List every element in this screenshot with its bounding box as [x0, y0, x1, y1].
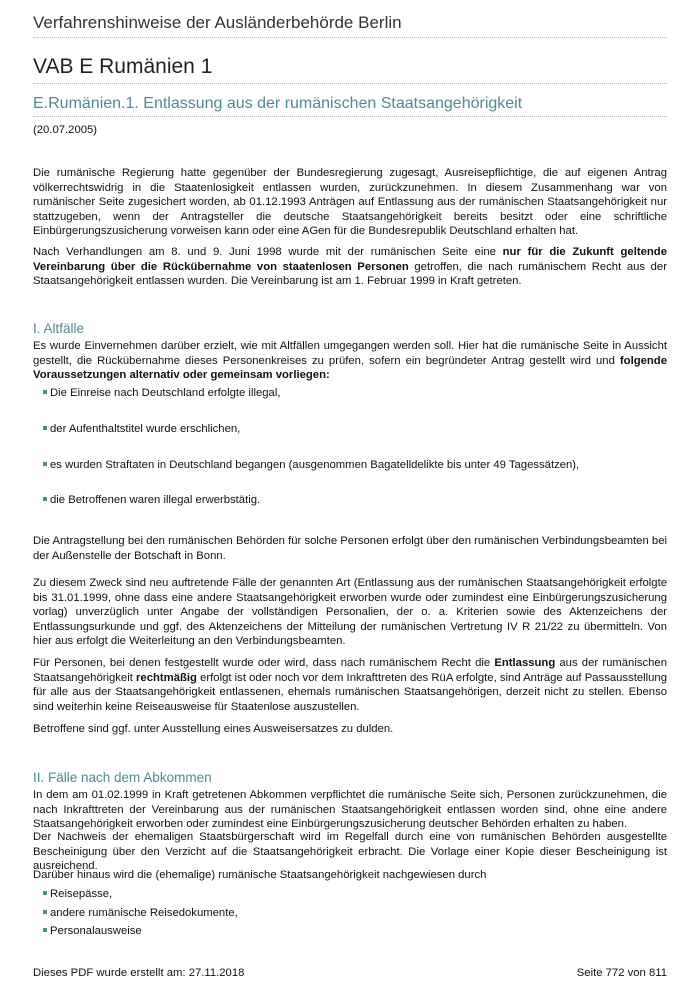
bullet-square-icon: [43, 390, 47, 394]
abkommen-paragraph-3: Darüber hinaus wird die (ehemalige) rumänische Staatsangehörigkeit nachgewiesen durch: [33, 869, 487, 881]
altfaelle-paragraph-1: Es wurde Einvernehmen darüber erzielt, wie mit Altfällen umgegangen werden soll. Hier hat die rumänische Seite in Aussicht gestellt, die Rückübernahme dieses Personenkreises zu prüfen, sofern ein begründeter Antrag gestellt wird und folgende Voraussetzungen alternativ oder gemeinsam vorliegen:: [33, 340, 667, 382]
bullet-square-icon: [43, 497, 47, 501]
divider: [33, 116, 667, 117]
header-title: Verfahrenshinweise der Ausländerbehörde Berlin: [33, 13, 402, 32]
document-date: (20.07.2005): [33, 124, 98, 136]
bullet-square-icon: [43, 928, 47, 932]
section-title: E.Rumänien.1. Entlassung aus der rumänischen Staatsangehörigkeit: [33, 95, 523, 112]
intro-paragraph-2: Nach Verhandlungen am 8. und 9. Juni 1998 wurde mit der rumänischen Seite eine nur für die Zukunft geltende Vereinbarung über die Rückübernahme von staatenlosen Personen getroffen, die nach rumänischem Recht aus der Staatsangehörigkeit entlassen wurden. Die Vereinbarung ist am 1. Februar 1999 in Kraft getreten.: [33, 246, 667, 288]
list-item: Personalausweise: [43, 924, 142, 938]
bullet-square-icon: [43, 891, 47, 895]
abkommen-paragraph-1: In dem am 01.02.1999 in Kraft getretenen Abkommen verpflichtet die rumänische Seite sich, Personen zurückzunehmen, die nach Inkrafttreten der Vereinbarung aus der rumänischen Staatsangehörigkeit entlassen worden sind, ohne eine andere Staatsangehörigkeit erworben oder zumindest eine Einbürgerungszusicherung deutscher Behörden erhalten zu haben.: [33, 789, 667, 831]
list-item: die Betroffenen waren illegal erwerbstätig.: [43, 493, 260, 507]
footer-page-number: Seite 772 von 811: [576, 967, 667, 979]
list-item: Reisepässe,: [43, 887, 112, 901]
list-item: der Aufenthaltstitel wurde erschlichen,: [43, 422, 240, 436]
section-heading-abkommen: II. Fälle nach dem Abkommen: [33, 770, 212, 785]
intro-paragraph-1: Die rumänische Regierung hatte gegenüber der Bundesregierung zugesagt, Ausreisepflichtige, die auf eigenen Antrag völkerrechtswidrig in die Staatenlosigkeit entlassen wurden, zurückzunehmen. In diesem Zusammenhang war von rumänischer Seite zugesichert worden, ab 01.12.1993 Anträgen auf Entlassung aus der rumänischen Staatsangehörigkeit nur stattzugeben, wenn der Antragsteller die deutsche Staatsangehörigkeit bereits besitzt oder eine schriftliche Einbürgerungszusicherung vorweisen kann oder eine AGen für die Bundesrepublik Deutschland erhalten hat.: [33, 167, 667, 238]
list-item: andere rumänische Reisedokumente,: [43, 906, 238, 920]
altfaelle-paragraph-3: Zu diesem Zweck sind neu auftretende Fälle der genannten Art (Entlassung aus der rumänischen Staatsangehörigkeit erfolgte bis 31.01.1999, ohne dass eine andere Staatsangehörigkeit erworben wurde oder zumindest eine Einbürgerungszusicherung vorlag) unverzüglich unter Angabe der vollständigen Personalien, der o. a. Kriterien sowie des Aktenzeichens der Entlassungsurkunde und ggf. des Aktenzeichens der Mitteilung der rumänischen Vertretung IV R 21/22 zu übermitteln. Von hier aus erfolgt die Weiterleitung an den Verbindungsbeamten.: [33, 577, 667, 648]
footer-created-date: Dieses PDF wurde erstellt am: 27.11.2018: [33, 967, 245, 979]
bullet-square-icon: [43, 910, 47, 914]
section-heading-altfaelle: I. Altfälle: [33, 321, 85, 336]
list-item: es wurden Straftaten in Deutschland begangen (ausgenommen Bagatelldelikte bis unter 49 Tagessätzen),: [43, 458, 579, 472]
page-title: VAB E Rumänien 1: [33, 55, 213, 78]
list-item: Die Einreise nach Deutschland erfolgte illegal,: [43, 386, 280, 400]
divider: [33, 37, 667, 38]
abkommen-paragraph-2: Der Nachweis der ehemaligen Staatsbürgerschaft wird im Regelfall durch eine von rumänischen Behörden ausgestellte Bescheinigung über den Verzicht auf die Staatsangehörigkeit erbracht. Die Vorlage einer Kopie dieser Bescheinigung ist ausreichend.: [33, 831, 667, 873]
bullet-square-icon: [43, 462, 47, 466]
altfaelle-paragraph-2: Die Antragstellung bei den rumänischen Behörden für solche Personen erfolgt über den rumänischen Verbindungsbeamten bei der Außenstelle der Botschaft in Bonn.: [33, 535, 667, 562]
bullet-square-icon: [43, 426, 47, 430]
divider: [33, 83, 667, 84]
altfaelle-paragraph-4: Für Personen, bei denen festgestellt wurde oder wird, dass nach rumänischem Recht die Entlassung aus der rumänischen Staatsangehörigkeit rechtmäßig erfolgt ist oder noch vor dem Inkrafttreten des RüA erfolgte, sind Anträge auf Passausstellung für alle aus der Staatsangehörigkeit entlassenen, ehemals rumänischen Staatsangehörigen, derzeit nicht zu stellen. Ebenso sind weiterhin keine Reiseausweise für Staatenlose auszustellen.: [33, 657, 668, 713]
altfaelle-paragraph-5: Betroffene sind ggf. unter Ausstellung eines Ausweisersatzes zu dulden.: [33, 723, 394, 735]
